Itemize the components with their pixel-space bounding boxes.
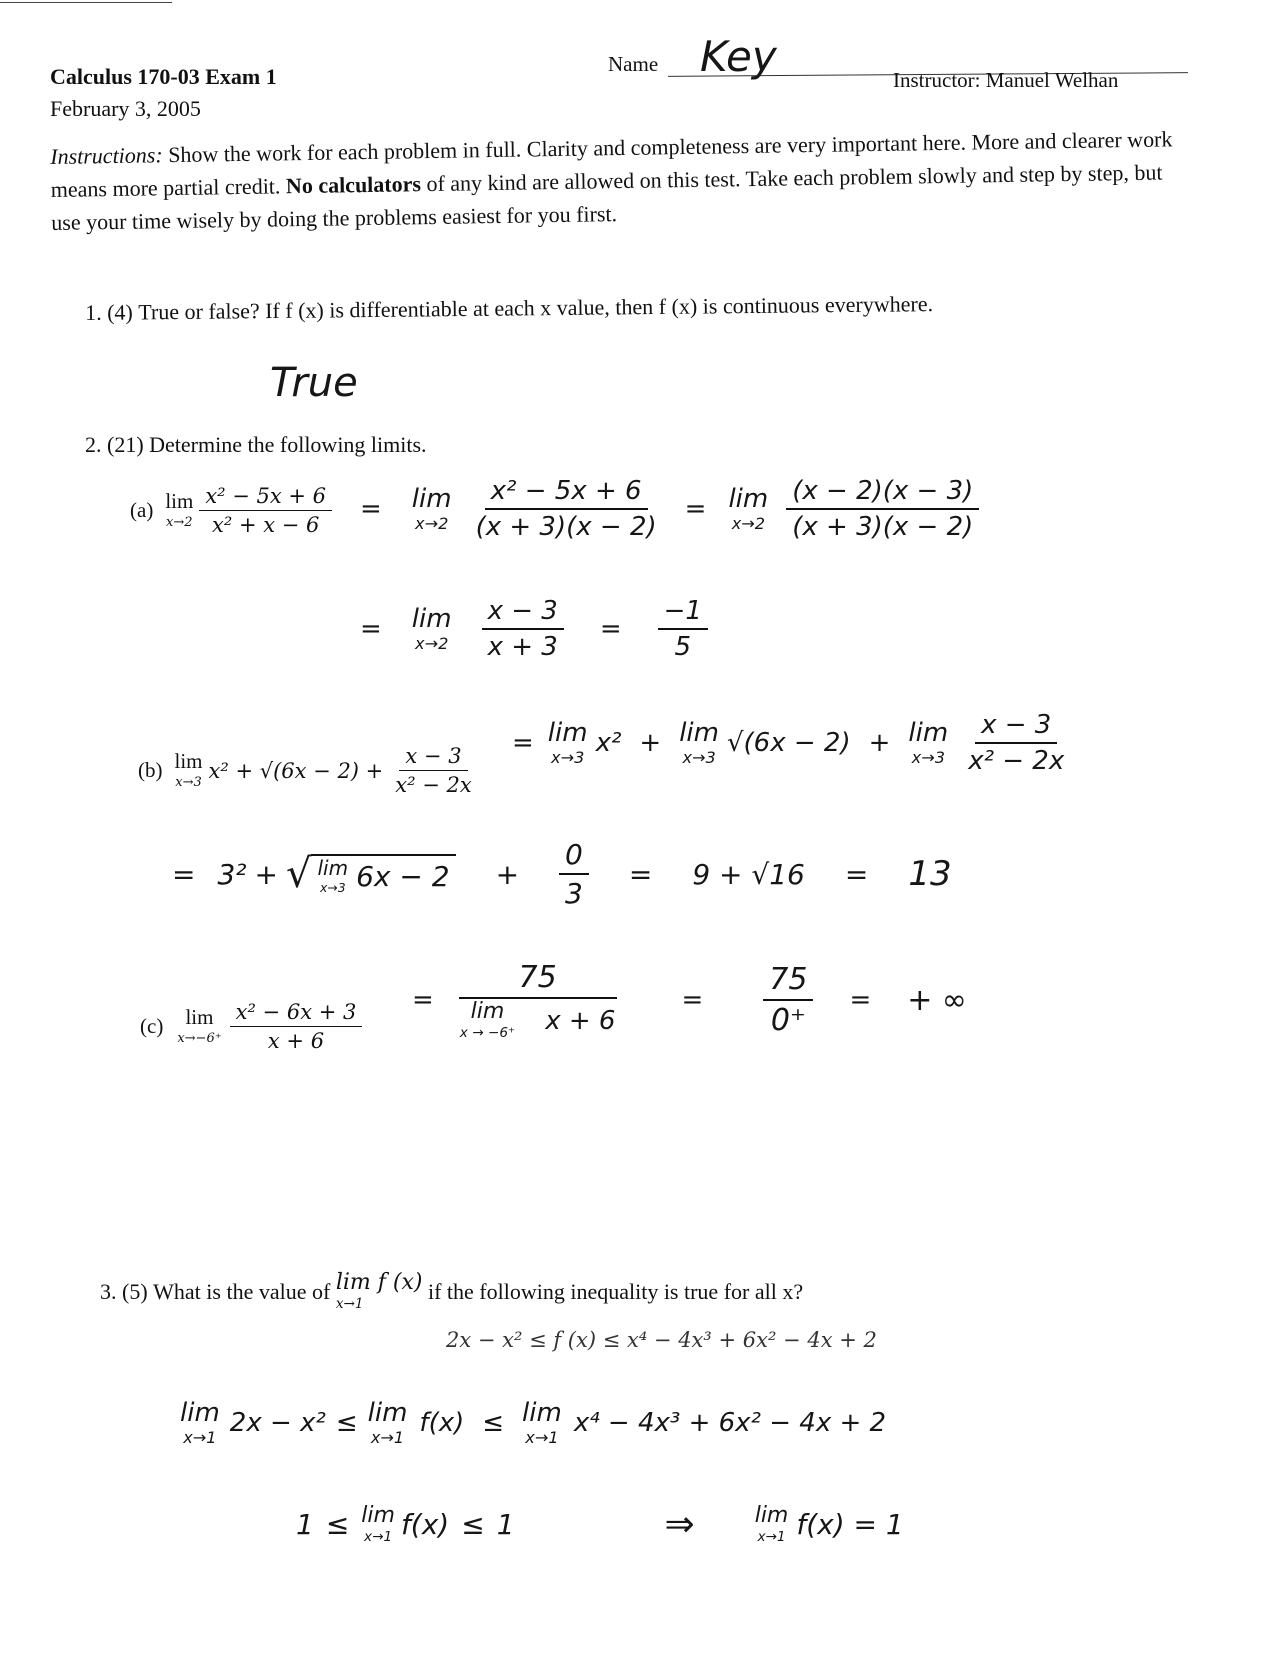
- work-lim: [728, 483, 769, 533]
- problem-3-number: 3.: [100, 1278, 117, 1304]
- work-term: 2x − x²: [229, 1408, 326, 1439]
- work-term: √(6x − 2): [726, 728, 851, 758]
- work-term: 9 + √16: [692, 857, 805, 891]
- problem-2a-work-1: [360, 476, 979, 542]
- fraction-numerator: −1: [658, 596, 708, 630]
- fraction-denominator: x² − 2x: [968, 746, 1065, 776]
- course-title: Calculus 170-03 Exam 1: [50, 64, 277, 89]
- lim-subscript: x→2: [166, 515, 193, 531]
- work-lim: [411, 483, 452, 533]
- fraction-numerator: x² − 5x + 6: [199, 484, 332, 511]
- problem-2c-fraction: [230, 1000, 363, 1053]
- problem-2b-work-2: [172, 838, 952, 910]
- lim-subscript: x→3: [551, 747, 585, 767]
- problem-2a-work-2: [360, 596, 708, 662]
- lim-word: lim: [411, 483, 452, 514]
- le: ≤: [335, 1408, 358, 1439]
- work-lim: [368, 1400, 408, 1446]
- work-lim: [547, 717, 588, 767]
- plus: +: [639, 728, 662, 758]
- work-fraction: [962, 710, 1070, 776]
- lim-word: lim: [185, 1005, 214, 1030]
- fraction-numerator: x − 3: [975, 710, 1057, 744]
- work-lim: [460, 1001, 515, 1041]
- result-fraction: [658, 596, 708, 662]
- problem-3-work-1: [180, 1400, 886, 1446]
- lim-subscript: x→3: [911, 747, 945, 767]
- work-term: x²: [595, 728, 622, 758]
- fraction-denominator: 3: [565, 877, 583, 910]
- problem-3-question-a: What is the value of: [153, 1278, 331, 1304]
- equals: =: [628, 857, 653, 891]
- lim-word: lim: [728, 483, 769, 514]
- problem-2b-expression: x² + √(6x − 2) +: [208, 758, 384, 783]
- equals: =: [684, 494, 707, 524]
- problem-2a-label: (a): [130, 498, 154, 522]
- sqrt-sign: √: [285, 851, 312, 897]
- fraction-denominator: x + 6: [545, 1005, 616, 1036]
- problem-1-answer: True: [270, 360, 358, 406]
- lim-subscript: x→−6⁺: [177, 1031, 222, 1047]
- plus: +: [868, 728, 891, 758]
- fraction-denominator: 5: [674, 632, 692, 662]
- problem-2c-work: [412, 960, 967, 1041]
- problem-3-question-b: if the following inequality is true for all x?: [427, 1278, 804, 1304]
- lim-word: lim: [411, 603, 452, 634]
- fraction-denominator: x² − 2x: [395, 773, 472, 797]
- work-lim: [754, 1502, 789, 1545]
- fraction-denominator: 0⁺: [770, 1003, 806, 1039]
- lim-subscript: x→2: [731, 513, 765, 533]
- problem-2-points: (21): [107, 432, 144, 457]
- work-fraction: [786, 476, 979, 542]
- equals: =: [681, 985, 704, 1016]
- equals: =: [849, 985, 872, 1016]
- le: ≤: [482, 1408, 505, 1439]
- work-fraction: [763, 962, 813, 1038]
- lim-word: lim: [367, 1398, 408, 1428]
- top-rule: [0, 2, 172, 3]
- lim-word: lim: [165, 489, 194, 514]
- lim-word: lim: [522, 1398, 562, 1428]
- problem-2c-lim: [177, 1007, 221, 1045]
- sqrt-content: [311, 854, 455, 894]
- problem-2a-lim: [165, 491, 193, 529]
- problem-2-header: [85, 432, 427, 458]
- work-lim: [411, 603, 452, 653]
- problem-2b-fraction: [389, 744, 477, 797]
- problem-2b-lim: [175, 751, 203, 789]
- equals: =: [360, 494, 382, 524]
- lim-word: lim: [470, 999, 505, 1024]
- fraction-numerator: x − 3: [482, 596, 564, 630]
- lim-word: lim: [679, 717, 719, 748]
- lim-subscript: x → −6⁺: [459, 1025, 516, 1041]
- equals: =: [412, 985, 434, 1016]
- lim-subscript: x→1: [757, 1528, 786, 1545]
- problem-3-points: (5): [122, 1278, 148, 1304]
- problem-2b-result: 13: [908, 854, 952, 894]
- fraction-denominator: x + 6: [267, 1029, 325, 1053]
- lim-word: lim: [754, 1502, 789, 1528]
- problem-2b: [138, 744, 478, 797]
- work-lim: [361, 1502, 395, 1545]
- work-term: 3²: [217, 857, 247, 891]
- fraction-numerator: 75: [763, 962, 813, 1001]
- fraction-numerator: 0: [559, 838, 589, 875]
- fraction-numerator: x² − 5x + 6: [485, 476, 648, 510]
- lim-word: lim: [547, 717, 588, 748]
- problem-2-prompt: Determine the following limits.: [149, 432, 427, 457]
- problem-2a-fraction: [199, 484, 332, 537]
- equals: =: [844, 857, 869, 891]
- name-label: Name: [608, 52, 659, 76]
- problem-3-conclusion: f(x) = 1: [796, 1508, 904, 1541]
- plus: +: [495, 857, 520, 891]
- fraction-numerator: 75: [459, 960, 617, 999]
- problem-2a: [130, 484, 332, 537]
- problem-2c-result: + ∞: [907, 982, 967, 1018]
- equals: =: [360, 614, 382, 644]
- equals: =: [599, 614, 622, 644]
- problem-3: [100, 1272, 803, 1312]
- work-term: f(x): [400, 1508, 450, 1541]
- fraction-numerator: (x − 2)(x − 3): [786, 476, 979, 510]
- fraction-numerator: x − 3: [399, 744, 467, 771]
- implies-arrow: ⇒: [664, 1504, 695, 1545]
- problem-2b-work-1: [512, 710, 1070, 776]
- problem-2c-label: (c): [140, 1014, 164, 1038]
- name-value: Key: [700, 32, 777, 81]
- problem-3-inequality: 2x − x² ≤ f (x) ≤ x⁴ − 4x³ + 6x² − 4x + 2: [446, 1328, 877, 1352]
- instructions-label: Instructions:: [50, 142, 163, 169]
- fraction-denominator: x + 3: [487, 632, 558, 662]
- problem-3-work-2: [296, 1504, 904, 1545]
- work-fraction: [559, 838, 589, 910]
- instructions-text-1: Show the work for each problem in full. Clarity and completeness are very important here. More and clearer work means more partial credit.: [50, 126, 1173, 202]
- fraction-denominator: x² + x − 6: [212, 513, 320, 537]
- fraction-denominator: (x + 3)(x − 2): [475, 512, 657, 542]
- lim-subscript: x→1: [183, 1428, 217, 1447]
- lim-subscript: x→2: [415, 513, 449, 533]
- work-lim: [522, 1400, 562, 1446]
- problem-2b-label: (b): [138, 758, 163, 782]
- work-fraction: [470, 476, 663, 542]
- lim-subscript: x→1: [370, 1428, 405, 1447]
- instructions: [50, 122, 1191, 239]
- problem-2c: [140, 1000, 362, 1053]
- fraction-denominator-block: [454, 999, 622, 1041]
- lim-subscript: x→3: [175, 775, 202, 791]
- lim-expression: lim f (x): [335, 1270, 423, 1295]
- lim-subscript: x→2: [415, 633, 449, 653]
- work-term: 1: [296, 1508, 314, 1541]
- lim-word: lim: [908, 717, 949, 748]
- equals: =: [172, 857, 196, 891]
- lim-subscript: x→1: [364, 1528, 393, 1545]
- lim-subscript: x→1: [335, 1296, 364, 1312]
- le: ≤: [461, 1508, 485, 1541]
- lim-subscript: x→3: [319, 879, 346, 895]
- lim-word: lim: [180, 1398, 220, 1428]
- work-lim: [908, 717, 949, 767]
- work-term: 1: [496, 1508, 515, 1541]
- lim-word: lim: [174, 749, 203, 774]
- problem-2-number: 2.: [85, 432, 102, 457]
- problem-1-points: (4): [106, 299, 133, 325]
- work-term: 6x − 2: [356, 859, 450, 893]
- problem-3-lim: [336, 1272, 423, 1312]
- equals: =: [512, 728, 534, 758]
- exam-date: February 3, 2005: [50, 96, 201, 121]
- lim-subscript: x→1: [525, 1428, 559, 1447]
- work-lim: [317, 855, 349, 895]
- work-fraction: [482, 596, 564, 662]
- lim-word: lim: [317, 855, 349, 880]
- work-term: f(x): [419, 1408, 465, 1439]
- instructor: Instructor: Manuel Welhan: [893, 68, 1119, 92]
- work-lim: [679, 717, 719, 767]
- le: ≤: [325, 1508, 350, 1541]
- problem-1-question: True or false? If f (x) is differentiable at each x value, then f (x) is continuous everywhere.: [138, 291, 934, 325]
- lim-word: lim: [361, 1502, 395, 1528]
- work-term: x⁴ − 4x³ + 6x² − 4x + 2: [573, 1408, 887, 1439]
- fraction-numerator: x² − 6x + 3: [230, 1000, 363, 1027]
- work-lim: [180, 1400, 220, 1446]
- plus: +: [254, 857, 278, 891]
- fraction-denominator: (x + 3)(x − 2): [792, 512, 974, 542]
- problem-1: [85, 291, 933, 326]
- no-calculators: No calculators: [285, 171, 422, 199]
- work-fraction: [454, 960, 622, 1041]
- instructions-text-2: of any kind are allowed on this test. Take each problem slowly and step by step, but use your time wisely by doing the problems easiest for you first.: [51, 159, 1163, 235]
- lim-subscript: x→3: [682, 747, 716, 767]
- problem-1-number: 1.: [85, 299, 102, 325]
